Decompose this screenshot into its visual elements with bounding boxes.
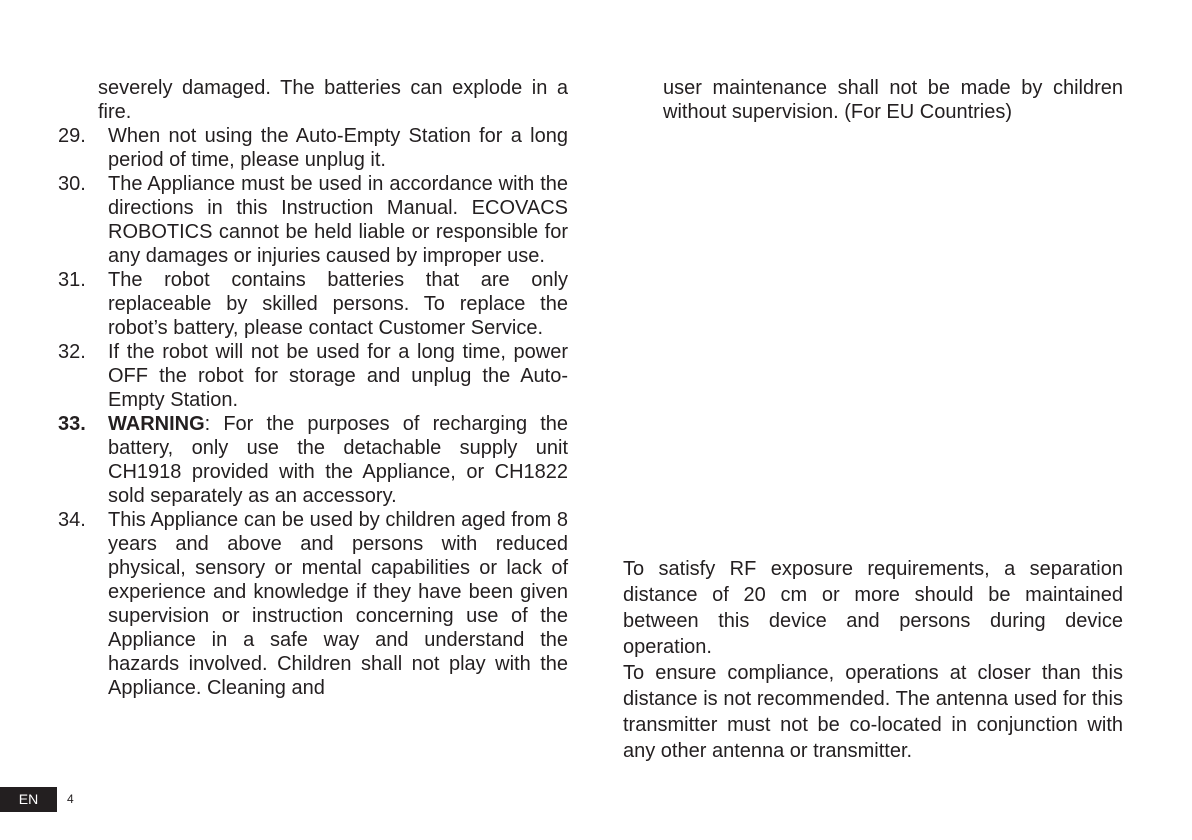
list-item-34	[58, 508, 568, 700]
left-column	[58, 76, 568, 700]
list-item-29	[58, 124, 568, 172]
language-tab: EN	[0, 787, 57, 812]
warning-keyword: WARNING	[108, 413, 205, 435]
item-number: 30.	[58, 173, 86, 195]
right-column	[623, 76, 1123, 124]
item-number: 31.	[58, 269, 86, 291]
continuation-text: severely damaged. The batteries can explode in a fire.	[98, 77, 568, 123]
continuation-text: user maintenance shall not be made by children without supervision. (For EU Countries)	[663, 77, 1123, 123]
page-number: 4	[67, 792, 74, 806]
list-item-31	[58, 268, 568, 340]
item-text: This Appliance can be used by children aged from 8 years and above and persons with reduced physical, sensory or mental capabilities or lack of experience and knowledge if they have been given supervision or instruction concerning use of the Appliance in a safe way and understand the hazards involved. Children shall not play with the Appliance. Cleaning and	[108, 509, 568, 699]
list-item-33-warning	[58, 412, 568, 508]
item-number: 29.	[58, 125, 86, 147]
list-item-30	[58, 172, 568, 268]
rf-exposure-notice	[623, 556, 1123, 764]
rf-paragraph: To satisfy RF exposure requirements, a separation distance of 20 cm or more should be maintained between this device and persons during device operation.	[623, 558, 1123, 658]
item-text: The Appliance must be used in accordance with the directions in this Instruction Manual. ECOVACS ROBOTICS cannot be held liable or responsible for any damages or injuries caused by improper use.	[108, 173, 568, 267]
item-number: 32.	[58, 341, 86, 363]
rf-paragraph: To ensure compliance, operations at closer than this distance is not recommended. The antenna used for this transmitter must not be co-located in conjunction with any other antenna or transmitter.	[623, 662, 1123, 762]
item-number: 34.	[58, 509, 86, 531]
item-text: The robot contains batteries that are only replaceable by skilled persons. To replace the robot’s battery, please contact Customer Service.	[108, 269, 568, 339]
item-text: When not using the Auto-Empty Station for a long period of time, please unplug it.	[108, 125, 568, 171]
item-text: If the robot will not be used for a long time, power OFF the robot for storage and unplug the Auto-Empty Station.	[108, 341, 568, 411]
item-text: : For the purposes of recharging the battery, only use the detachable supply unit CH1918 provided with the Appliance, or CH1822 sold separately as an accessory.	[108, 413, 568, 507]
list-item-32	[58, 340, 568, 412]
item-number: 33.	[58, 413, 86, 435]
